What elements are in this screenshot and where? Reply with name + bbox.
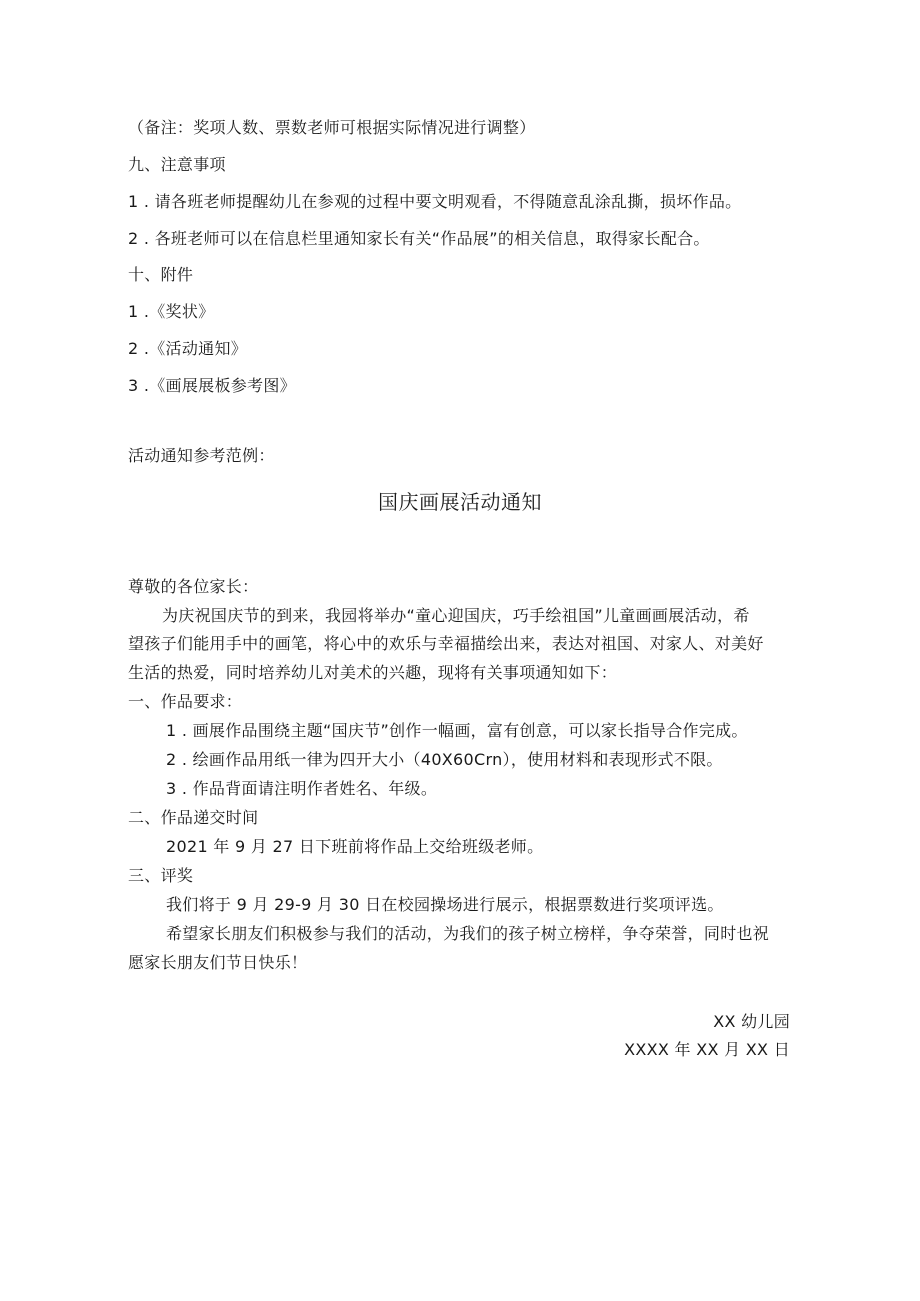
intro-paragraph: 生活的热爱，同时培养幼儿对美术的兴趣，现将有关事项通知如下： [128, 663, 618, 682]
example-label: 活动通知参考范例： [128, 446, 275, 465]
section-heading-2: 二、作品递交时间 [128, 808, 259, 827]
closing-paragraph: 希望家长朋友们积极参与我们的活动，为我们的孩子树立榜样，争夺荣誉，同时也祝 [166, 924, 770, 943]
salutation: 尊敬的各位家长： [128, 577, 259, 596]
list-item: 1 . 画展作品围绕主题“国庆节”创作一幅画，富有创意，可以家长指导合作完成。 [166, 721, 748, 740]
section-heading-9: 九、注意事项 [128, 155, 226, 174]
section-heading-10: 十、附件 [128, 265, 194, 284]
notice-title: 国庆画展活动通知 [378, 490, 542, 514]
signature-org: XX 幼儿园 [713, 1012, 790, 1031]
list-item: 1 . 请各班老师提醒幼儿在参观的过程中要文明观看，不得随意乱涂乱撕，损坏作品。 [128, 192, 742, 211]
attachment-item: 1 .《奖状》 [128, 302, 215, 321]
section-heading-1: 一、作品要求： [128, 692, 243, 711]
list-item: 2 . 各班老师可以在信息栏里通知家长有关“作品展”的相关信息，取得家长配合。 [128, 229, 710, 248]
section-heading-3: 三、评奖 [128, 866, 194, 885]
section-text: 我们将于 9 月 29-9 月 30 日在校园操场进行展示，根据票数进行奖项评选。 [166, 895, 724, 914]
closing-paragraph: 愿家长朋友们节日快乐！ [128, 953, 308, 972]
signature-date: XXXX 年 XX 月 XX 日 [624, 1040, 790, 1059]
attachment-item: 3 .《画展展板参考图》 [128, 376, 296, 395]
intro-paragraph: 望孩子们能用手中的画笔，将心中的欢乐与幸福描绘出来，表达对祖国、对家人、对美好 [128, 634, 764, 653]
list-item: 2 . 绘画作品用纸一律为四开大小（40X60Crn），使用材料和表现形式不限。 [166, 750, 723, 769]
attachment-item: 2 .《活动通知》 [128, 339, 248, 358]
section-text: 2021 年 9 月 27 日下班前将作品上交给班级老师。 [166, 837, 544, 856]
note-line: （备注：奖项人数、票数老师可根据实际情况进行调整） [128, 118, 536, 137]
list-item: 3 . 作品背面请注明作者姓名、年级。 [166, 779, 438, 798]
intro-paragraph: 为庆祝国庆节的到来，我园将举办“童心迎国庆，巧手绘祖国”儿童画画展活动，希 [162, 606, 750, 625]
